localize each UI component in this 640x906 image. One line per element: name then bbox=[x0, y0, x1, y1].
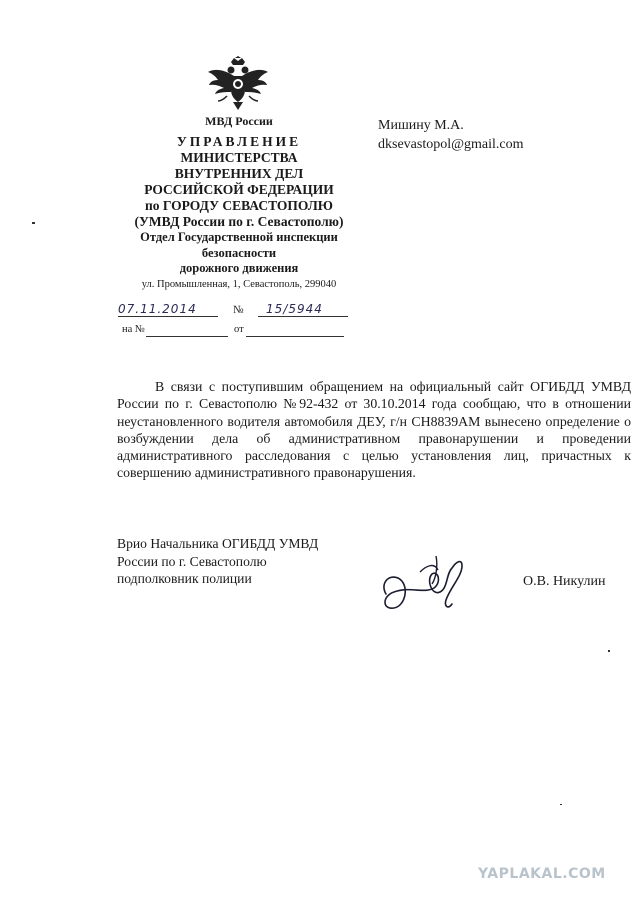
scan-speck bbox=[560, 804, 562, 805]
org-line: по ГОРОДУ СЕВАСТОПОЛЮ bbox=[144, 198, 334, 213]
signer-position bbox=[117, 535, 318, 588]
org-line: УПРАВЛЕНИЕ bbox=[176, 134, 302, 149]
recipient-name: Мишину М.А. bbox=[378, 118, 464, 133]
on-number-label: на № bbox=[122, 324, 145, 335]
org-line: МИНИСТЕРСТВА bbox=[180, 150, 298, 165]
double-headed-eagle-emblem-icon bbox=[207, 56, 269, 112]
number-label: № bbox=[233, 304, 244, 316]
address: ул. Промышленная, 1, Севастополь, 299040 bbox=[141, 279, 337, 290]
from-label: от bbox=[234, 324, 244, 335]
org-line: ВНУТРЕННИХ ДЕЛ bbox=[174, 166, 304, 181]
org-line: РОССИЙСКОЙ ФЕДЕРАЦИИ bbox=[144, 182, 334, 197]
department-name bbox=[108, 230, 370, 277]
position-line: России по г. Севастополю bbox=[117, 553, 267, 569]
position-line: подполковник полиции bbox=[117, 571, 252, 586]
recipient-block bbox=[378, 116, 523, 154]
site-watermark: YAPLAKAL.COM bbox=[478, 866, 606, 882]
incoming-reference bbox=[122, 324, 347, 340]
letter-date: 07.11.2014 bbox=[118, 302, 218, 317]
letter-number: 15/5944 bbox=[258, 302, 348, 317]
handwritten-signature bbox=[376, 548, 476, 620]
dept-line: безопасности bbox=[201, 245, 277, 260]
outgoing-reference bbox=[118, 302, 348, 322]
letter-body: В связи с поступившим обращением на официальный сайт ОГИБДД УМВД России по г. Севастополю №92-432 от 30.10.2014 года сообщаю, что в отношении неустановленного водителя автомобиля ДЕУ, г/н СН8839АМ вынесено определение о возбуждении дела об административном правонарушении и проведении административного расследования с целью установления лиц, причастных к совершению административного правонарушения. bbox=[117, 379, 631, 481]
recipient-email: dksevastopol@gmail.com bbox=[378, 137, 524, 152]
ministry-name: МВД России bbox=[205, 114, 273, 128]
dept-line: Отдел Государственной инспекции bbox=[140, 230, 338, 244]
scan-speck bbox=[32, 222, 35, 224]
from-line bbox=[246, 336, 344, 337]
scan-speck bbox=[608, 650, 610, 652]
signer-name: О.В. Никулин bbox=[523, 574, 606, 589]
position-line: Врио Начальника ОГИБДД УМВД bbox=[117, 536, 319, 551]
organization-name bbox=[108, 134, 370, 230]
on-number-line bbox=[146, 336, 228, 337]
org-line: (УМВД России по г. Севастополю) bbox=[134, 214, 344, 229]
dept-line: дорожного движения bbox=[179, 261, 299, 275]
